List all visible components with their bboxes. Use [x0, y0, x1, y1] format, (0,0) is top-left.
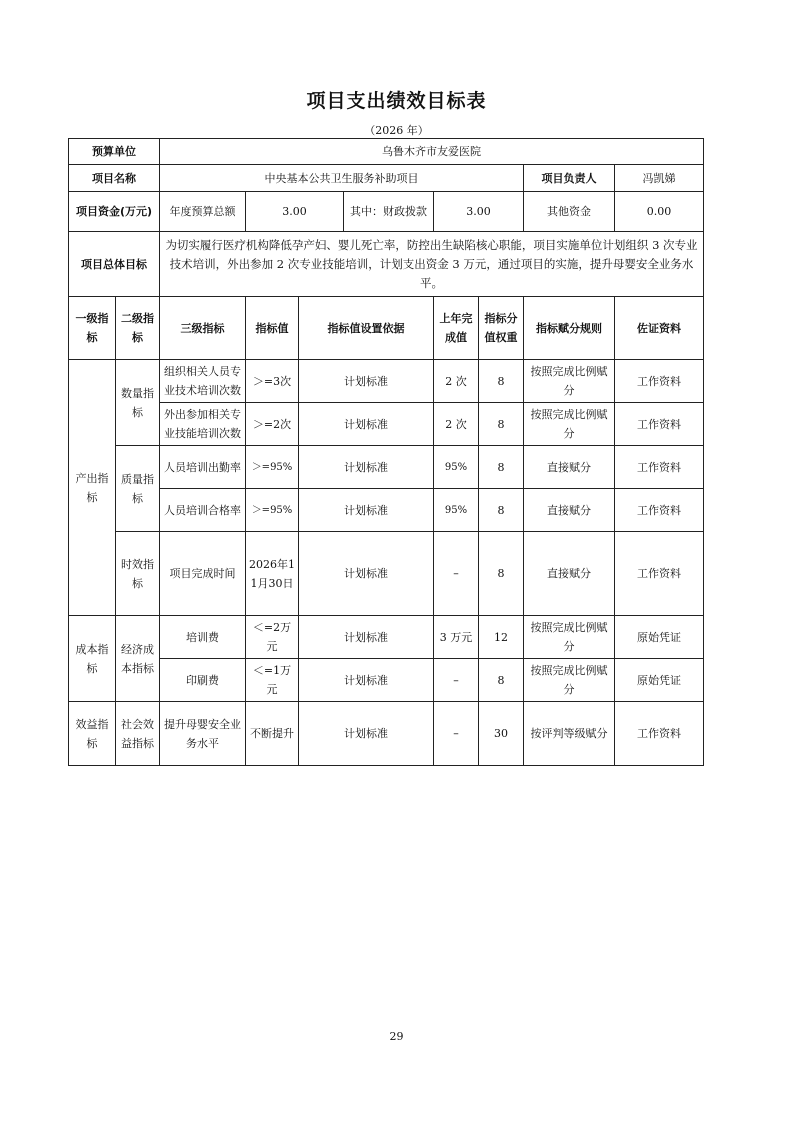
page-number: 29: [389, 1030, 404, 1043]
header-rule: 指标赋分规则: [524, 297, 615, 360]
table-row: [69, 702, 704, 766]
subgroup-quantity: 数量指标: [116, 360, 160, 446]
table-row: [69, 446, 704, 489]
project-leader-value: 冯凯娣: [615, 165, 704, 192]
weight-cell: 8: [479, 360, 524, 403]
last-year-cell: –: [434, 702, 479, 766]
indicator-cell: 外出参加相关专业技能培训次数: [160, 403, 246, 446]
last-year-cell: 95%: [434, 446, 479, 489]
weight-cell: 8: [479, 532, 524, 616]
value-cell: ＜=2万元: [246, 616, 299, 659]
table-row: [69, 360, 704, 403]
table-row: [69, 489, 704, 532]
header-level2: 二级指标: [116, 297, 160, 360]
overall-goal-text: 为切实履行医疗机构降低孕产妇、婴儿死亡率，防控出生缺陷核心职能，项目实施单位计划组织 3 次专业技术培训，外出参加 2 次专业技能培训，计划支出资金 3 万元，通过项目的实施，提升母婴安全业务水平。: [160, 232, 704, 297]
value-cell: ＞=3次: [246, 360, 299, 403]
annual-budget-value: 3.00: [246, 192, 344, 232]
table-row: [69, 616, 704, 659]
rule-cell: 按照完成比例赋分: [524, 616, 615, 659]
basis-cell: 计划标准: [299, 446, 434, 489]
indicator-cell: 提升母婴安全业务水平: [160, 702, 246, 766]
group-cost: 成本指标: [69, 616, 116, 702]
evidence-cell: 工作资料: [615, 702, 704, 766]
basis-cell: 计划标准: [299, 489, 434, 532]
basis-cell: 计划标准: [299, 616, 434, 659]
last-year-cell: –: [434, 532, 479, 616]
fiscal-fund-label: 其中：财政拨款: [344, 192, 434, 232]
indicator-cell: 组织相关人员专业技术培训次数: [160, 360, 246, 403]
subgroup-social-benefit: 社会效益指标: [116, 702, 160, 766]
value-cell: ＞=95%: [246, 489, 299, 532]
weight-cell: 8: [479, 446, 524, 489]
weight-cell: 8: [479, 403, 524, 446]
basis-cell: 计划标准: [299, 702, 434, 766]
unit-label: 预算单位: [69, 139, 160, 165]
evidence-cell: 原始凭证: [615, 659, 704, 702]
indicator-cell: 培训费: [160, 616, 246, 659]
table-row: [69, 403, 704, 446]
rule-cell: 按评判等级赋分: [524, 702, 615, 766]
other-fund-value: 0.00: [615, 192, 704, 232]
header-level1: 一级指标: [69, 297, 116, 360]
rule-cell: 按照完成比例赋分: [524, 403, 615, 446]
indicator-cell: 人员培训合格率: [160, 489, 246, 532]
last-year-cell: 2 次: [434, 403, 479, 446]
other-fund-label: 其他资金: [524, 192, 615, 232]
weight-cell: 8: [479, 659, 524, 702]
header-last-year: 上年完成值: [434, 297, 479, 360]
header-value: 指标值: [246, 297, 299, 360]
rule-cell: 直接赋分: [524, 532, 615, 616]
project-name-label: 项目名称: [69, 165, 160, 192]
overall-goal-label: 项目总体目标: [69, 232, 160, 297]
header-evidence: 佐证资料: [615, 297, 704, 360]
weight-cell: 8: [479, 489, 524, 532]
last-year-cell: 95%: [434, 489, 479, 532]
indicator-cell: 项目完成时间: [160, 532, 246, 616]
indicator-cell: 印刷费: [160, 659, 246, 702]
unit-value: 乌鲁木齐市友爱医院: [160, 139, 704, 165]
evidence-cell: 工作资料: [615, 360, 704, 403]
header-basis: 指标值设置依据: [299, 297, 434, 360]
subgroup-economic-cost: 经济成本指标: [116, 616, 160, 702]
group-benefit: 效益指标: [69, 702, 116, 766]
performance-table: [68, 138, 704, 766]
indicator-cell: 人员培训出勤率: [160, 446, 246, 489]
last-year-cell: 3 万元: [434, 616, 479, 659]
evidence-cell: 工作资料: [615, 532, 704, 616]
table-row: [69, 659, 704, 702]
annual-budget-label: 年度预算总额: [160, 192, 246, 232]
project-leader-label: 项目负责人: [524, 165, 615, 192]
group-output: 产出指标: [69, 360, 116, 616]
project-name-value: 中央基本公共卫生服务补助项目: [160, 165, 524, 192]
evidence-cell: 工作资料: [615, 403, 704, 446]
document-year: （2026 年）: [364, 124, 429, 137]
basis-cell: 计划标准: [299, 360, 434, 403]
table-row: [69, 532, 704, 616]
header-level3: 三级指标: [160, 297, 246, 360]
last-year-cell: 2 次: [434, 360, 479, 403]
rule-cell: 直接赋分: [524, 446, 615, 489]
basis-cell: 计划标准: [299, 659, 434, 702]
basis-cell: 计划标准: [299, 532, 434, 616]
evidence-cell: 工作资料: [615, 446, 704, 489]
rule-cell: 直接赋分: [524, 489, 615, 532]
rule-cell: 按照完成比例赋分: [524, 360, 615, 403]
evidence-cell: 原始凭证: [615, 616, 704, 659]
value-cell: ＞=95%: [246, 446, 299, 489]
project-fund-label: 项目资金(万元): [69, 192, 160, 232]
subgroup-timeliness: 时效指标: [116, 532, 160, 616]
evidence-cell: 工作资料: [615, 489, 704, 532]
last-year-cell: –: [434, 659, 479, 702]
value-cell: 2026年11月30日: [246, 532, 299, 616]
rule-cell: 按照完成比例赋分: [524, 659, 615, 702]
value-cell: 不断提升: [246, 702, 299, 766]
document-title: 项目支出绩效目标表: [306, 90, 487, 112]
fiscal-fund-value: 3.00: [434, 192, 524, 232]
basis-cell: 计划标准: [299, 403, 434, 446]
subgroup-quality: 质量指标: [116, 446, 160, 532]
weight-cell: 12: [479, 616, 524, 659]
weight-cell: 30: [479, 702, 524, 766]
header-weight: 指标分值权重: [479, 297, 524, 360]
value-cell: ＜=1万元: [246, 659, 299, 702]
value-cell: ＞=2次: [246, 403, 299, 446]
